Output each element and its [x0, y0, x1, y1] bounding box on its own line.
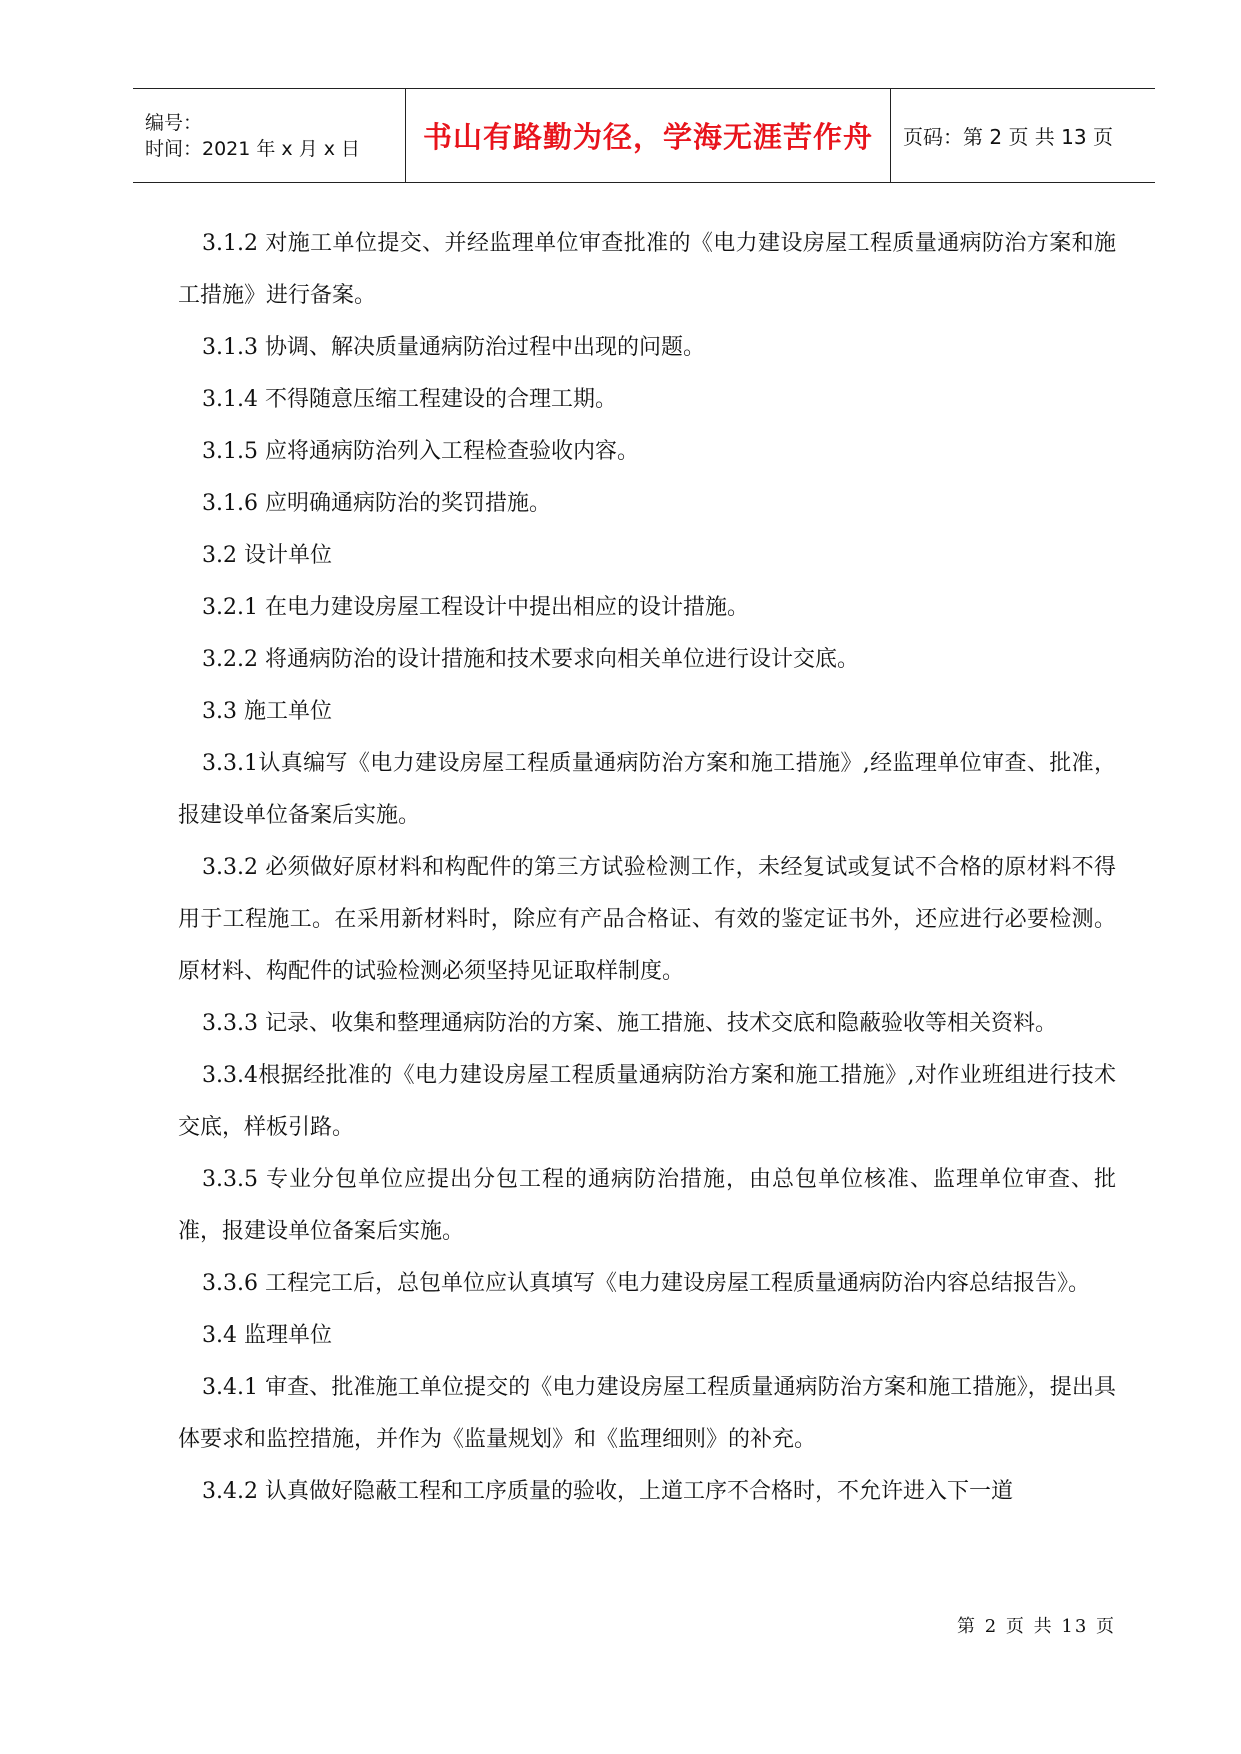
paragraph: 3.3.3 记录、收集和整理通病防治的方案、施工措施、技术交底和隐蔽验收等相关资料。 [202, 1011, 1057, 1036]
paragraph: 3.2.2 将通病防治的设计措施和技术要求向相关单位进行设计交底。 [202, 647, 859, 672]
header-motto: 书山有路勤为径，学海无涯苦作舟 [406, 89, 891, 182]
paragraph: 3.2.1 在电力建设房屋工程设计中提出相应的设计措施。 [202, 595, 749, 620]
paragraph: 3.3.4根据经批准的《电力建设房屋工程质量通病防治方案和施工措施》,对作业班组进行技术交底，样板引路。 [178, 1063, 1116, 1140]
paragraph: 3.3.6 工程完工后，总包单位应认真填写《电力建设房屋工程质量通病防治内容总结报告》。 [202, 1271, 1090, 1296]
header-meta [133, 89, 406, 182]
document-body [178, 218, 1116, 1518]
paragraph: 3.3.2 必须做好原材料和构配件的第三方试验检测工作，未经复试或复试不合格的原材料不得用于工程施工。在采用新材料时，除应有产品合格证、有效的鉴定证书外，还应进行必要检测。原材料、构配件的试验检测必须坚持见证取样制度。 [178, 855, 1116, 984]
paragraph: 3.1.4 不得随意压缩工程建设的合理工期。 [202, 387, 617, 412]
section-heading: 3.4 监理单位 [202, 1323, 332, 1348]
section-heading: 3.3 施工单位 [202, 699, 332, 724]
document-time-label: 时间：2021 年 x 月 x 日 [145, 137, 361, 160]
header-page-info: 页码：第 2 页 共 13 页 [903, 125, 1113, 149]
paragraph: 3.1.5 应将通病防治列入工程检查验收内容。 [202, 439, 639, 464]
document-number-label: 编号： [145, 111, 203, 134]
paragraph: 3.1.6 应明确通病防治的奖罚措施。 [202, 491, 551, 516]
paragraph: 3.1.3 协调、解决质量通病防治过程中出现的问题。 [202, 335, 705, 360]
paragraph: 3.4.2 认真做好隐蔽工程和工序质量的验收，上道工序不合格时，不允许进入下一道 [202, 1479, 1013, 1504]
section-heading: 3.2 设计单位 [202, 543, 332, 568]
paragraph: 3.3.5 专业分包单位应提出分包工程的通病防治措施，由总包单位核准、监理单位审查、批准，报建设单位备案后实施。 [178, 1167, 1116, 1244]
page-header [133, 88, 1155, 183]
page-footer: 第 2 页 共 13 页 [957, 1616, 1116, 1637]
paragraph: 3.3.1认真编写《电力建设房屋工程质量通病防治方案和施工措施》,经监理单位审查、批准，报建设单位备案后实施。 [178, 751, 1116, 828]
paragraph: 3.4.1 审查、批准施工单位提交的《电力建设房屋工程质量通病防治方案和施工措施》，提出具体要求和监控措施，并作为《监量规划》和《监理细则》的补充。 [178, 1375, 1116, 1452]
paragraph: 3.1.2 对施工单位提交、并经监理单位审查批准的《电力建设房屋工程质量通病防治方案和施工措施》进行备案。 [178, 231, 1116, 308]
